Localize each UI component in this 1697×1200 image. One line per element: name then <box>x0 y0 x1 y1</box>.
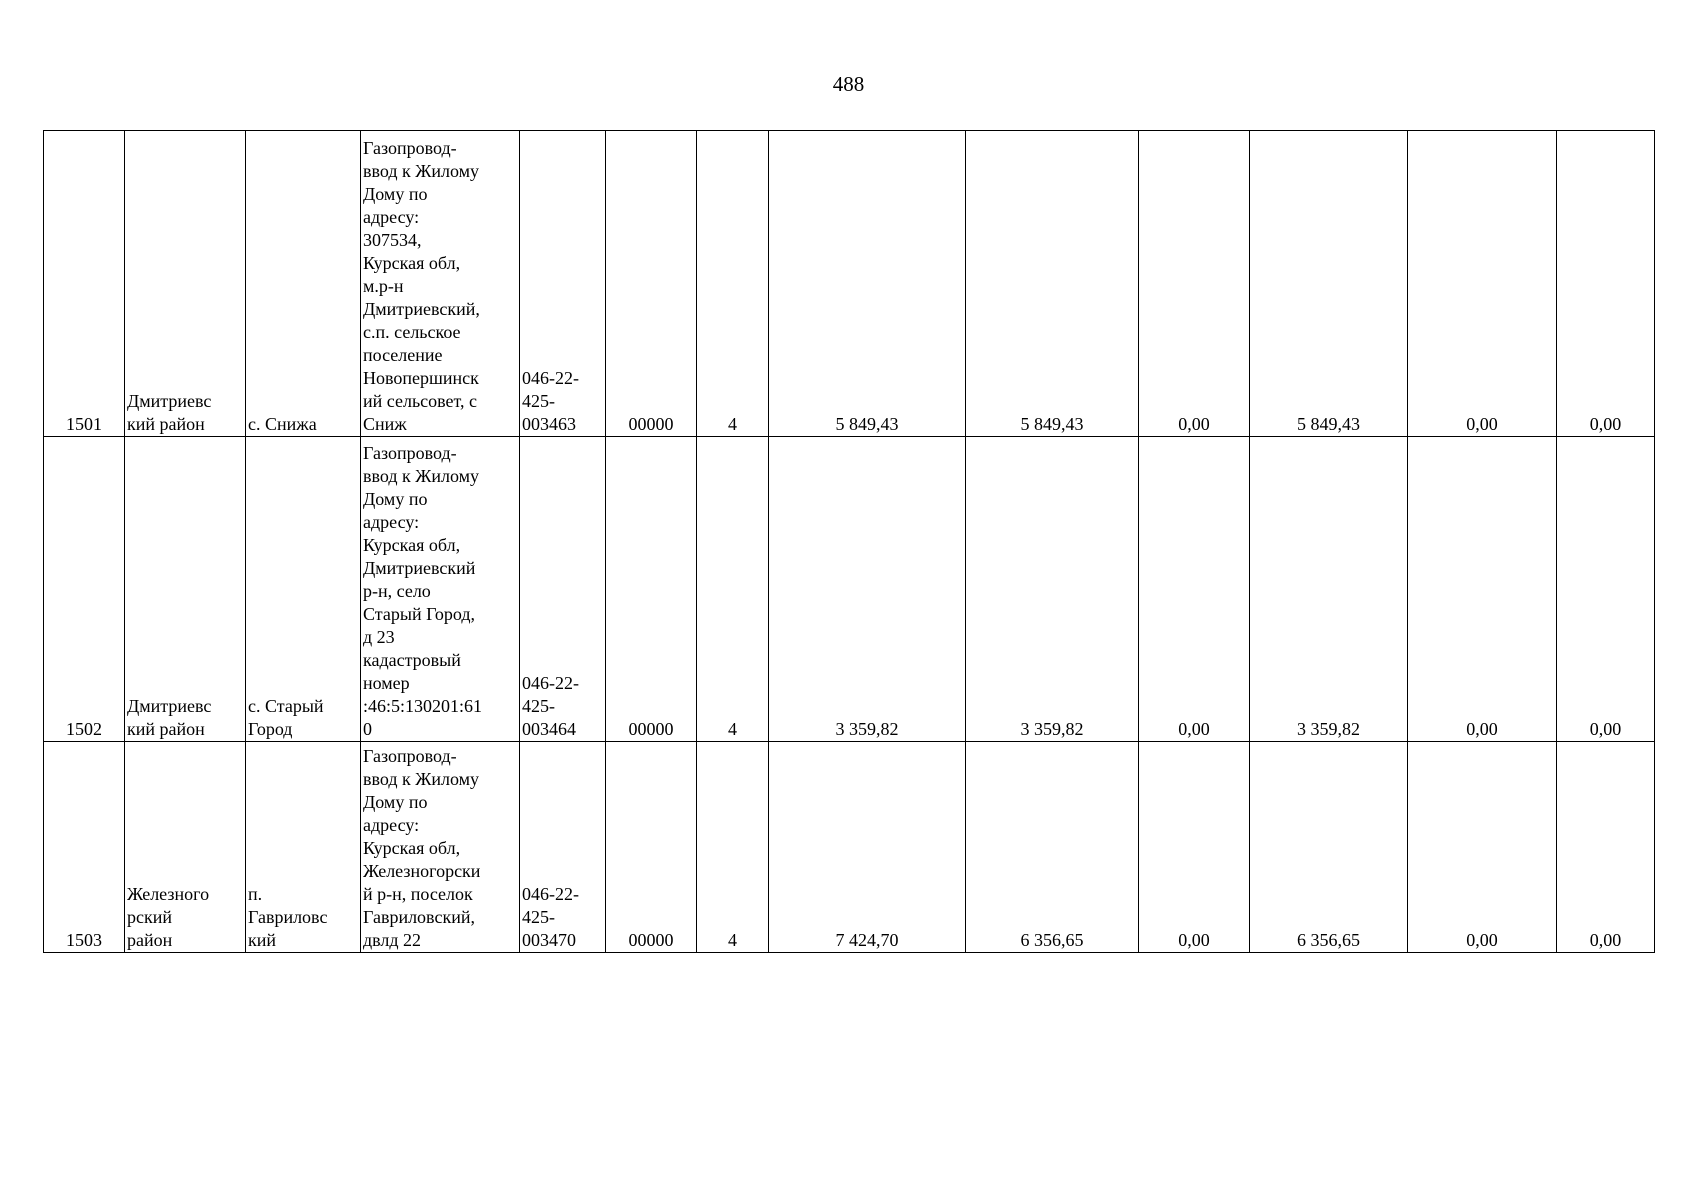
registry-code-cell: 046-22- 425- 003463 <box>520 131 606 437</box>
value-cell: 3 359,82 <box>1250 437 1408 742</box>
value-cell: 6 356,65 <box>1250 742 1408 953</box>
value-cell: 0,00 <box>1557 742 1655 953</box>
value-cell: 3 359,82 <box>769 437 966 742</box>
value-cell: 0,00 <box>1557 131 1655 437</box>
district-cell: Дмитриевс кий район <box>125 131 246 437</box>
district-cell: Дмитриевс кий район <box>125 437 246 742</box>
zero-code-cell: 00000 <box>606 437 697 742</box>
value-cell: 5 849,43 <box>966 131 1139 437</box>
value-cell: 3 359,82 <box>966 437 1139 742</box>
row-number: 1501 <box>44 131 125 437</box>
value-cell: 5 849,43 <box>769 131 966 437</box>
value-cell: 7 424,70 <box>769 742 966 953</box>
settlement-cell: с. Снижа <box>246 131 361 437</box>
settlement-cell: с. Старый Город <box>246 437 361 742</box>
value-cell: 0,00 <box>1139 742 1250 953</box>
value-cell: 0,00 <box>1408 742 1557 953</box>
table-row <box>44 742 1655 953</box>
value-cell: 5 849,43 <box>1250 131 1408 437</box>
zero-code-cell: 00000 <box>606 742 697 953</box>
registry-table <box>43 130 1655 953</box>
row-number: 1503 <box>44 742 125 953</box>
object-description-cell: Газопровод- ввод к Жилому Дому по адресу: Курская обл, Железногорски й р-н, поселок Гавриловский, двлд 22 <box>361 742 520 953</box>
object-description-cell: Газопровод- ввод к Жилому Дому по адресу: Курская обл, Дмитриевский р-н, село Старый Город, д 23 кадастровый номер :46:5:130201:61 0 <box>361 437 520 742</box>
table-row <box>44 437 1655 742</box>
value-cell: 0,00 <box>1408 437 1557 742</box>
registry-code-cell: 046-22- 425- 003470 <box>520 742 606 953</box>
category-cell: 4 <box>697 437 769 742</box>
value-cell: 0,00 <box>1139 131 1250 437</box>
zero-code-cell: 00000 <box>606 131 697 437</box>
settlement-cell: п. Гавриловс кий <box>246 742 361 953</box>
category-cell: 4 <box>697 742 769 953</box>
category-cell: 4 <box>697 131 769 437</box>
registry-code-cell: 046-22- 425- 003464 <box>520 437 606 742</box>
page-number: 488 <box>832 72 865 96</box>
object-description-cell: Газопровод- ввод к Жилому Дому по адресу: 307534, Курская обл, м.р-н Дмитриевский, с.п. сельское поселение Новопершинск ий сельсовет, с Сниж <box>361 131 520 437</box>
district-cell: Железного рский район <box>125 742 246 953</box>
row-number: 1502 <box>44 437 125 742</box>
value-cell: 6 356,65 <box>966 742 1139 953</box>
value-cell: 0,00 <box>1408 131 1557 437</box>
value-cell: 0,00 <box>1139 437 1250 742</box>
table-row <box>44 131 1655 437</box>
value-cell: 0,00 <box>1557 437 1655 742</box>
